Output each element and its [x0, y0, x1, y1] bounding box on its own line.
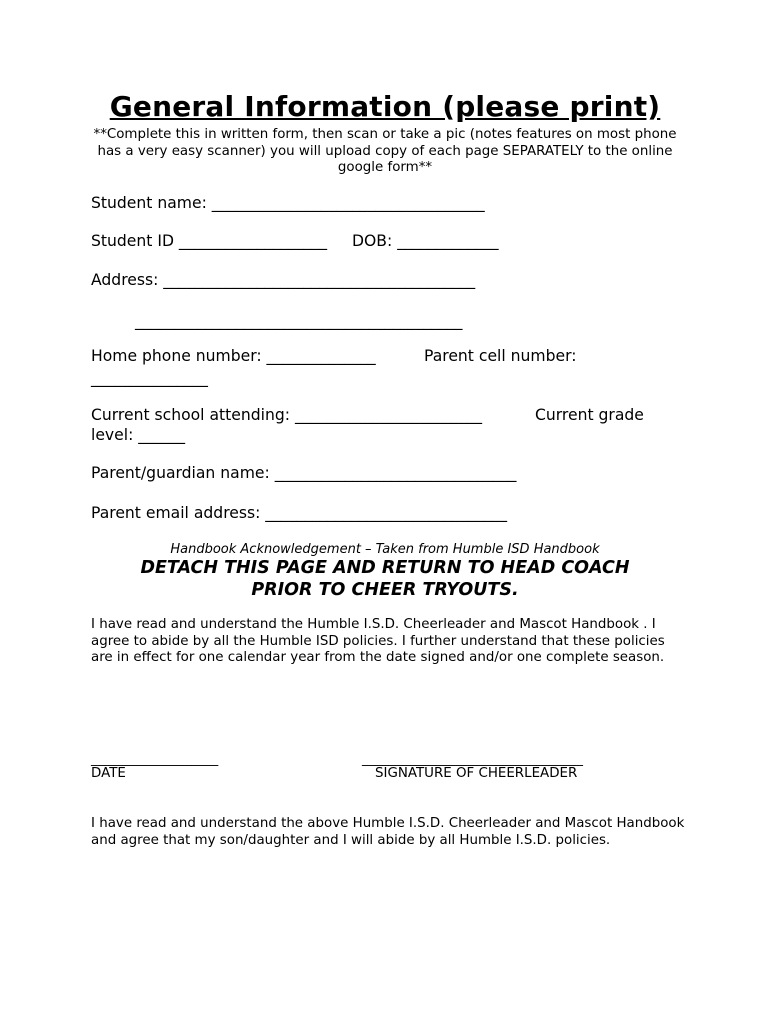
- page-title: General Information (please print): [109, 90, 661, 123]
- parent-cell-label: Parent cell number:: [424, 347, 577, 365]
- grade-level-field: level: ______: [91, 426, 186, 444]
- guardian-name-field: Parent/guardian name: _______________________________: [91, 464, 517, 482]
- address-field: Address: ________________________________________: [91, 271, 476, 289]
- parent-statement: I have read and understand the above Humble I.S.D. Cheerleader and Mascot Handbook and agree that my son/daughter and I will abide by all Humble I.S.D. policies.: [91, 816, 685, 848]
- intro-instructions: **Complete this in written form, then scan or take a pic (notes features on most phone has a very easy scanner) you will upload copy of each page SEPARATELY to the online google form**: [93, 127, 677, 175]
- signature-label: SIGNATURE OF CHEERLEADER: [375, 766, 578, 781]
- address-line-2: __________________________________________: [135, 312, 463, 330]
- parent-email-field: Parent email address: _______________________________: [91, 504, 508, 522]
- detach-line-1: DETACH THIS PAGE AND RETURN TO HEAD COACH: [140, 558, 630, 578]
- current-grade-label: Current grade: [535, 406, 644, 424]
- parent-cell-line: _______________: [91, 369, 208, 387]
- cheerleader-statement: I have read and understand the Humble I.S.D. Cheerleader and Mascot Handbook . I agree to abide by all the Humble ISD policies. I further understand that these policies are in effect for one calendar year from the date signed and/or one complete season.: [91, 617, 665, 665]
- date-line: ___________________: [91, 752, 219, 767]
- student-name-field: Student name: ___________________________________: [91, 194, 485, 212]
- detach-line-2: PRIOR TO CHEER TRYOUTS.: [251, 579, 519, 600]
- student-id-field: Student ID ___________________: [91, 232, 328, 250]
- handbook-acknowledgement-heading: Handbook Acknowledgement – Taken from Humble ISD Handbook: [170, 542, 600, 557]
- home-phone-field: Home phone number: ______________: [91, 347, 376, 365]
- current-school-field: Current school attending: ________________________: [91, 406, 483, 424]
- signature-line: _________________________________: [362, 752, 583, 767]
- dob-field: DOB: _____________: [352, 232, 499, 250]
- date-label: DATE: [91, 766, 126, 781]
- detach-instructions: [0, 558, 770, 601]
